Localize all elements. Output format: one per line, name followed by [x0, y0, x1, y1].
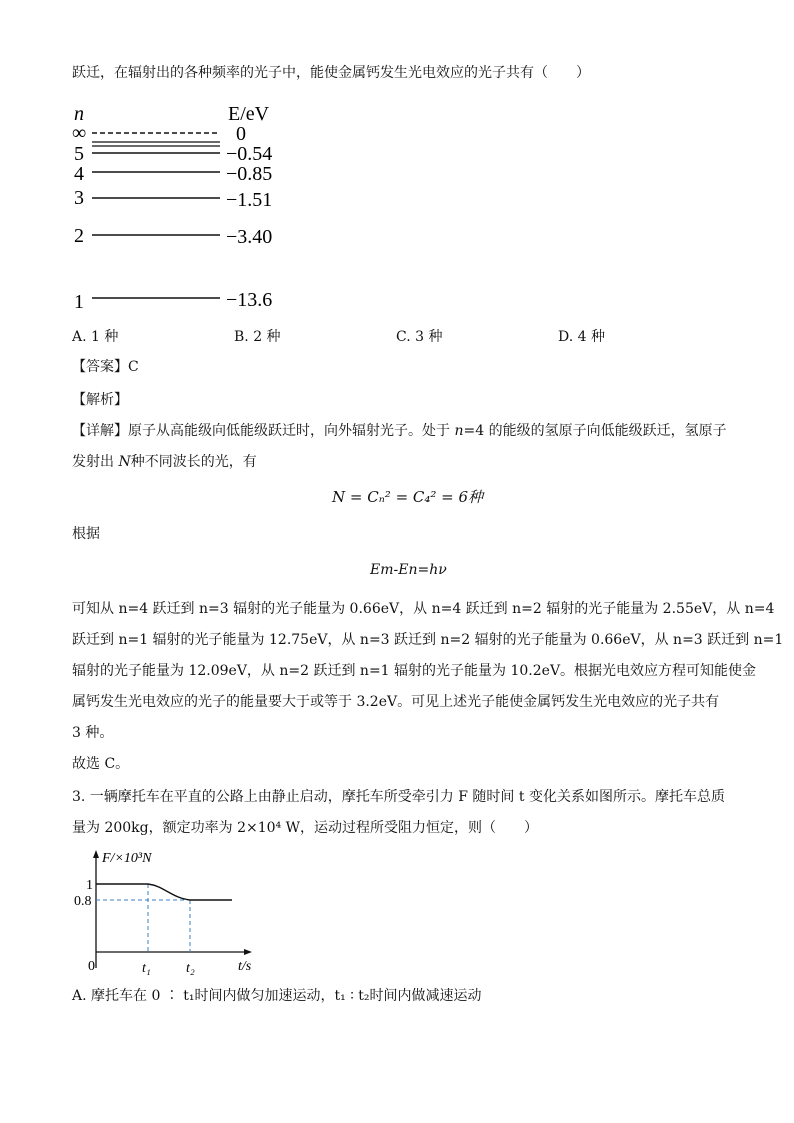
y-axis-arrow — [93, 850, 99, 858]
detail-N-symbol: N — [118, 454, 131, 470]
formula-energy — [370, 562, 447, 578]
force-time-graph — [74, 846, 280, 976]
x-axis-label: t/s — [238, 959, 252, 974]
level-e-1: −13.6 — [226, 289, 273, 311]
x-axis-arrow — [244, 949, 252, 955]
conclusion: 故选 C。 — [72, 756, 130, 772]
body-line-1: 可知从 n=4 跃迁到 n=3 辐射的光子能量为 0.66eV，从 n=4 跃迁到 n=2 辐射的光子能量为 2.55eV，从 n=4 — [72, 601, 775, 617]
option-b: B. 2 种 — [234, 329, 281, 345]
q3-option-a: A. 摩托车在 0 ∶ t₁时间内做匀加速运动，t₁ ∶ t₂时间内做减速运动 — [72, 988, 482, 1004]
option-a: A. 1 种 — [72, 329, 119, 345]
detail-line-1 — [72, 421, 727, 441]
detail-text-2a: 发射出 — [72, 454, 119, 470]
detail-text-2b: 种不同波长的光，有 — [130, 454, 257, 470]
detail-line-2 — [72, 452, 257, 472]
detail-text-1b: =4 的能级的氢原子向低能级跃迁，氢原子 — [463, 423, 727, 439]
x-tick-origin: 0 — [88, 959, 95, 974]
x-tick-t2: t₂ — [186, 961, 195, 976]
level-e-inf: 0 — [236, 123, 246, 145]
level-n-1: 1 — [74, 291, 84, 313]
level-n-2: 2 — [74, 225, 84, 247]
x-tick-t1: t₁ — [142, 961, 151, 976]
level-n-4: 4 — [74, 163, 84, 185]
question-stem-tail: 跃迁，在辐射出的各种频率的光子中，能使金属钙发生光电效应的光子共有（ ） — [72, 65, 590, 81]
detail-text-1a: 原子从高能级向低能级跃迁时，向外辐射光子。处于 — [128, 423, 455, 439]
formula-energy-text: Em-En=hν — [370, 562, 447, 578]
q3-power: 2×10⁴ W — [237, 820, 300, 836]
q3-line-1: 3. 一辆摩托车在平直的公路上由静止启动，摩托车所受牵引力 F 随时间 t 变化关系如图所示。摩托车总质 — [72, 789, 725, 805]
answer-value: C — [128, 359, 139, 375]
level-e-3: −1.51 — [226, 189, 273, 211]
force-curve — [96, 884, 232, 900]
q3-text-2a: 量为 200kg，额定功率为 — [72, 820, 238, 836]
detail-n-symbol: n — [454, 423, 464, 439]
level-n-5: 5 — [74, 143, 84, 165]
y-tick-0-8: 0.8 — [74, 894, 92, 909]
energy-level-diagram — [68, 98, 298, 316]
q3-line-2 — [72, 818, 538, 838]
level-n-inf: ∞ — [72, 122, 87, 144]
level-e-5: −0.54 — [226, 143, 273, 165]
diagram-n-label: n — [74, 103, 84, 125]
y-tick-1: 1 — [86, 878, 93, 893]
detail-tag: 【详解】 — [72, 423, 128, 439]
body-line-4: 属钙发生光电效应的光子的能量要大于或等于 3.2eV。可见上述光子能使金属钙发生光电效应的光子共有 — [72, 694, 720, 710]
y-axis-label: F/×10³N — [102, 851, 152, 866]
body-line-5: 3 种。 — [72, 725, 114, 741]
level-e-2: −3.40 — [226, 226, 273, 248]
level-n-3: 3 — [74, 187, 84, 209]
analysis-tag: 【解析】 — [72, 392, 128, 408]
body-line-3: 辐射的光子能量为 12.09eV，从 n=2 跃迁到 n=1 辐射的光子能量为 10.2eV。根据光电效应方程可知能使金 — [72, 663, 757, 679]
formula-combination — [332, 486, 483, 507]
diagram-e-label: E/eV — [228, 103, 270, 125]
formula-combination-text: N = Cₙ² = C₄² = 6种 — [332, 488, 484, 506]
option-c: C. 3 种 — [396, 329, 443, 345]
according-text: 根据 — [72, 526, 100, 542]
level-e-4: −0.85 — [226, 163, 273, 185]
body-line-2: 跃迁到 n=1 辐射的光子能量为 12.75eV，从 n=3 跃迁到 n=2 辐射的光子能量为 0.66eV，从 n=3 跃迁到 n=1 — [72, 632, 784, 648]
option-d: D. 4 种 — [558, 329, 605, 345]
answer-line — [72, 357, 139, 377]
answer-tag: 【答案】 — [72, 359, 128, 375]
q3-text-2b: ，运动过程所受阻力恒定，则（ ） — [299, 820, 538, 836]
